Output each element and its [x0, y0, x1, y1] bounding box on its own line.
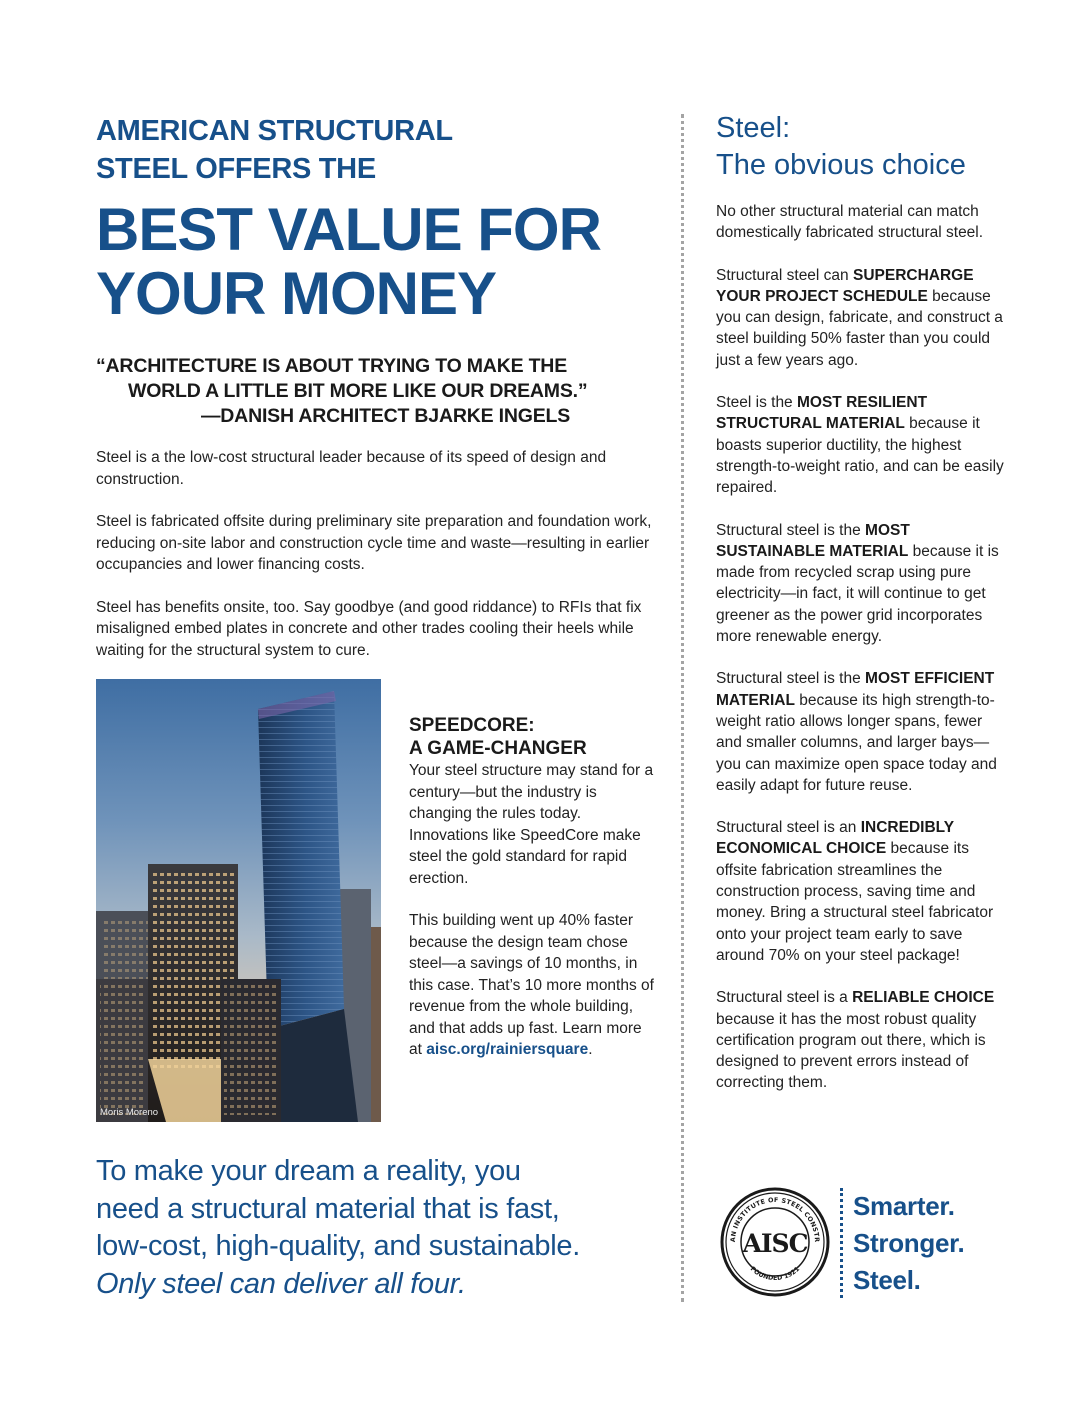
- speedcore-paragraph: This building went up 40% faster because the design team chose steel—a savings of 10 months, in this case. That’s 10 more months of revenue from the whole building, and that adds up fast. Learn more at aisc.org/rainiersquare.: [409, 912, 654, 1058]
- photo-credit: Moris Moreno: [100, 1107, 159, 1118]
- tagline: Smarter. Stronger. Steel.: [853, 1191, 965, 1295]
- eyebrow-heading: AMERICAN STRUCTURAL STEEL OFFERS THE: [96, 115, 453, 185]
- pull-quote: “ARCHITECTURE IS ABOUT TRYING TO MAKE THE WORLD A LITTLE BIT MORE LIKE OUR DREAMS.” —DANISH ARCHITECT BJARKE INGELS: [96, 355, 588, 427]
- svg-text:AISC: AISC: [742, 1229, 808, 1258]
- benefit-item: Structural steel is the MOST SUSTAINABLE MATERIAL because it is made from recycled scrap using pure electricity—in fact, it will continue to get greener as the power grid incorporates more renewable energy.: [716, 521, 999, 646]
- closing-statement: To make your dream a reality, you need a structural material that is fast, low-cost, high-quality, and sustainable. Only steel can deliver all four.: [96, 1155, 580, 1300]
- sidebar-column: [716, 110, 1006, 1115]
- skyscraper-illustration: [96, 679, 381, 1122]
- svg-text:AMERICAN INSTITUTE OF STEEL CO: AN INSTITUTE OF STEEL CONSTR: [728, 1195, 822, 1243]
- benefit-item: Steel is the MOST RESILIENT STRUCTURAL MATERIAL because it boasts superior ductility, the highest strength-to-weight ratio, and can be easily repaired.: [716, 394, 1004, 497]
- building-photo: [96, 679, 381, 1122]
- speedcore-box: [409, 714, 657, 1082]
- page-title: BEST VALUE FOR YOUR MONEY: [96, 196, 601, 327]
- benefit-item: Structural steel can SUPERCHARGE YOUR PROJECT SCHEDULE because you can design, fabricate, and construct a steel building 50% faster than you could just a few years ago.: [716, 266, 1003, 369]
- intro-body: [96, 447, 656, 661]
- benefit-item: Structural steel is a RELIABLE CHOICE because it has the most robust quality certification program out there, which is designed to prevent errors instead of correcting them.: [716, 989, 995, 1092]
- tagline-divider: [840, 1188, 843, 1298]
- svg-text:FOUNDED 1921: FOUNDED 1921: [748, 1264, 802, 1283]
- speedcore-paragraph: Your steel structure may stand for a century—but the industry is changing the rules today. Innovations like SpeedCore make steel the gold standard for rapid erection.: [409, 762, 654, 887]
- sidebar-title: Steel: The obvious choice: [716, 112, 966, 181]
- benefit-item: Structural steel is the MOST EFFICIENT MATERIAL because its high strength-to-weight ratio allows longer spans, fewer and smaller columns, and larger bays—you can maximize open space today and easily adapt for future reuse.: [716, 670, 997, 794]
- sidebar-intro: No other structural material can match domestically fabricated structural steel.: [716, 203, 984, 242]
- aisc-seal-icon: [719, 1186, 831, 1298]
- benefit-item: Structural steel is an INCREDIBLY ECONOMICAL CHOICE because its offsite fabrication streamlines the construction process, saving time and money. Bring a structural steel fabricator onto your project team early to save around 70% on your steel package!: [716, 819, 994, 964]
- rainier-square-link[interactable]: aisc.org/rainiersquare: [426, 1041, 589, 1058]
- main-column: [96, 112, 656, 682]
- body-paragraph: Steel is fabricated offsite during preliminary site preparation and foundation work, reducing on-site labor and construction cycle time and waste—resulting in earlier occupancies and lower financing costs.: [96, 513, 652, 573]
- speedcore-title: SPEEDCORE: A GAME-CHANGER: [409, 715, 587, 759]
- column-divider: [681, 114, 684, 1302]
- body-paragraph: Steel has benefits onsite, too. Say goodbye (and good riddance) to RFIs that fix misaligned embed plates in concrete and other trades cooling their heels while waiting for the structural system to cure.: [96, 598, 642, 659]
- body-paragraph: Steel is a the low-cost structural leader because of its speed of design and construction.: [96, 449, 607, 488]
